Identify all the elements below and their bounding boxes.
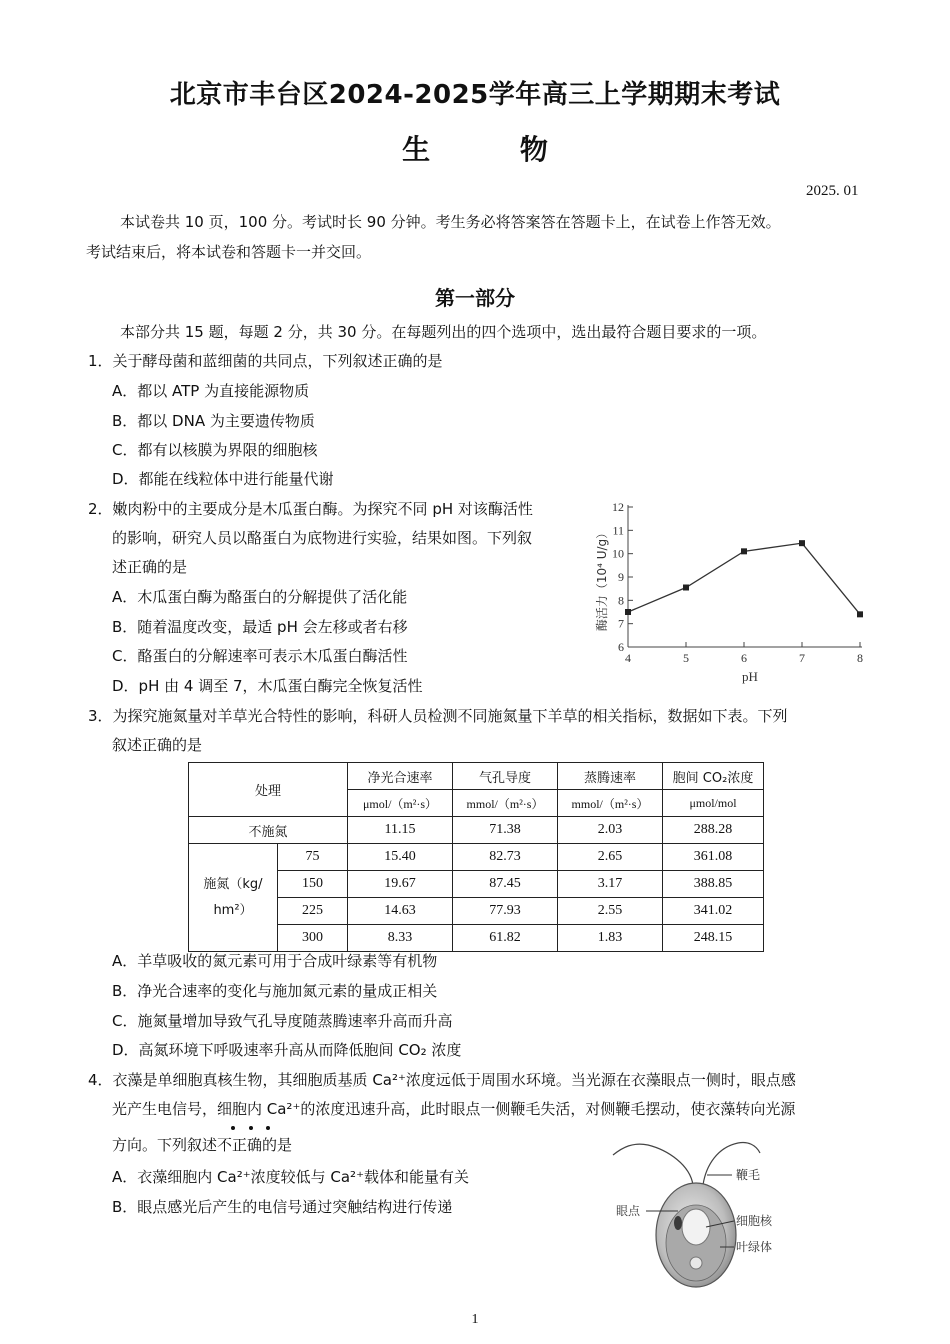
intro-line-1: 本试卷共 10 页，100 分。考试时长 90 分钟。考生务必将答案答在答题卡上，在试卷上作答无效。	[120, 213, 781, 231]
table-cell: 87.45	[453, 871, 558, 898]
q3-stem-line-1: 3．为探究施氮量对羊草光合特性的影响，科研人员检测不同施氮量下羊草的相关指标，数据如下表。下列	[88, 707, 788, 725]
table-row	[189, 817, 764, 844]
data-point	[625, 609, 631, 615]
q4-option-b: B．眼点感光后产生的电信号通过突触结构进行传递	[112, 1198, 453, 1216]
table-cell: 71.38	[453, 817, 558, 844]
q2-option-a: A．木瓜蛋白酶为酪蛋白的分解提供了活化能	[112, 588, 408, 606]
unit-stomatal-conductance: mmol/（m²·s）	[453, 790, 558, 817]
table-cell: 288.28	[663, 817, 764, 844]
data-point	[857, 611, 863, 617]
x-tick-label: 4	[625, 651, 631, 665]
table-cell: 77.93	[453, 898, 558, 925]
y-tick-label: 11	[612, 523, 624, 538]
q4-stem-text: 方向。下列叙述不正确的是	[112, 1136, 293, 1154]
q2-option-b: B．随着温度改变，最适 pH 会左移或者右移	[112, 618, 408, 636]
data-point	[741, 548, 747, 554]
q3-option-b: B．净光合速率的变化与施加氮元素的量成正相关	[112, 982, 438, 1000]
pyrenoid	[690, 1257, 702, 1269]
y-tick-label: 8	[618, 593, 624, 608]
nitrogen-label	[189, 844, 278, 952]
table-cell: 361.08	[663, 844, 764, 871]
header-intercellular-co2: 胞间 CO₂浓度	[663, 763, 764, 790]
q2-stem-line-2: 的影响，研究人员以酪蛋白为底物进行实验，结果如图。下列叙	[112, 529, 533, 547]
table-cell: 19.67	[348, 871, 453, 898]
y-tick-label: 6	[618, 640, 624, 654]
q3-option-c: C．施氮量增加导致气孔导度随蒸腾速率升高而升高	[112, 1012, 453, 1030]
table-cell: 150	[278, 871, 348, 898]
q4-stem-line-3	[112, 1134, 292, 1155]
enzyme-activity-chart	[590, 495, 870, 690]
header-transpiration: 蒸腾速率	[558, 763, 663, 790]
x-tick-label: 7	[799, 651, 805, 665]
exam-date: 2025. 01	[806, 183, 859, 199]
control-label: 不施氮	[189, 817, 348, 844]
q3-stem-line-2: 叙述正确的是	[112, 736, 203, 754]
q1-option-b: B．都以 DNA 为主要遗传物质	[112, 412, 315, 430]
q2-stem-line-1: 2．嫩肉粉中的主要成分是木瓜蛋白酶。为探究不同 pH 对该酶活性	[88, 500, 533, 518]
table-cell: 82.73	[453, 844, 558, 871]
table-cell: 341.02	[663, 898, 764, 925]
q2-option-d: D．pH 由 4 调至 7，木瓜蛋白酶完全恢复活性	[112, 677, 423, 695]
emphasis-dot	[249, 1126, 253, 1130]
y-tick-label: 12	[612, 500, 624, 514]
chlamydomonas-figure	[608, 1135, 808, 1295]
y-axis-title: 酶活力（10⁴ U/g）	[595, 526, 609, 632]
q3-option-a: A．羊草吸收的氮元素可用于合成叶绿素等有机物	[112, 952, 438, 970]
table-cell: 2.65	[558, 844, 663, 871]
q2-stem-line-3: 述正确的是	[112, 558, 188, 576]
section-instruction: 本部分共 15 题，每题 2 分，共 30 分。在每题列出的四个选项中，选出最符合题目要求的一项。	[120, 323, 767, 341]
q1-option-c: C．都有以核膜为界限的细胞核	[112, 441, 318, 459]
x-tick-label: 8	[857, 651, 863, 665]
nucleus-label: 细胞核	[736, 1214, 773, 1228]
eyespot	[674, 1216, 682, 1230]
table-cell: 8.33	[348, 925, 453, 952]
page-number: 1	[471, 1312, 479, 1327]
flagellum-left	[613, 1144, 693, 1185]
table-cell: 2.55	[558, 898, 663, 925]
x-tick-label: 6	[741, 651, 747, 665]
table-cell: 11.15	[348, 817, 453, 844]
header-treatment: 处理	[189, 763, 348, 817]
unit-net-photosynthesis: μmol/（m²·s）	[348, 790, 453, 817]
data-point	[799, 540, 805, 546]
table-cell: 3.17	[558, 871, 663, 898]
nitrogen-label-line-2: hm²）	[213, 902, 253, 918]
q4-option-a: A．衣藻细胞内 Ca²⁺浓度较低与 Ca²⁺载体和能量有关	[112, 1168, 469, 1186]
header-stomatal-conductance: 气孔导度	[453, 763, 558, 790]
header-net-photosynthesis: 净光合速率	[348, 763, 453, 790]
nitrogen-data-table	[188, 762, 764, 952]
data-point	[683, 585, 689, 591]
table-cell: 2.03	[558, 817, 663, 844]
y-tick-label: 10	[612, 546, 624, 561]
section-title: 第一部分	[435, 286, 515, 310]
nitrogen-label-line-1: 施氮（kg/	[203, 876, 263, 892]
table-cell: 300	[278, 925, 348, 952]
exam-title: 北京市丰台区2024-2025学年高三上学期期末考试	[169, 80, 781, 110]
y-tick-label: 7	[618, 616, 624, 631]
table-cell: 225	[278, 898, 348, 925]
q4-stem-line-1: 4．衣藻是单细胞真核生物，其细胞质基质 Ca²⁺浓度远低于周围水环境。当光源在衣藻眼点一侧时，眼点感	[88, 1071, 796, 1089]
unit-transpiration: mmol/（m²·s）	[558, 790, 663, 817]
table-cell: 15.40	[348, 844, 453, 871]
exam-subject: 生 物	[402, 133, 588, 166]
eyespot-label: 眼点	[616, 1204, 641, 1218]
nucleus	[682, 1209, 710, 1245]
table-cell: 75	[278, 844, 348, 871]
emphasis-dot	[231, 1126, 235, 1130]
x-axis-title: pH	[742, 669, 758, 684]
x-tick-label: 5	[683, 651, 689, 665]
flagellum-label: 鞭毛	[736, 1168, 761, 1182]
y-tick-label: 9	[618, 570, 624, 584]
emphasis-dot	[266, 1126, 270, 1130]
table-cell: 61.82	[453, 925, 558, 952]
table-cell: 248.15	[663, 925, 764, 952]
q3-option-d: D．高氮环境下呼吸速率升高从而降低胞间 CO₂ 浓度	[112, 1041, 462, 1059]
unit-intercellular-co2: μmol/mol	[663, 790, 764, 817]
q1-stem: 1．关于酵母菌和蓝细菌的共同点，下列叙述正确的是	[88, 352, 443, 370]
table-cell: 14.63	[348, 898, 453, 925]
q1-option-d: D．都能在线粒体中进行能量代谢	[112, 470, 334, 488]
table-row	[189, 844, 764, 871]
q1-option-a: A．都以 ATP 为直接能源物质	[112, 382, 310, 400]
intro-line-2: 考试结束后，将本试卷和答题卡一并交回。	[86, 243, 372, 261]
table-cell: 1.83	[558, 925, 663, 952]
q2-option-c: C．酪蛋白的分解速率可表示木瓜蛋白酶活性	[112, 647, 408, 665]
table-cell: 388.85	[663, 871, 764, 898]
q4-stem-line-2: 光产生电信号，细胞内 Ca²⁺的浓度迅速升高，此时眼点一侧鞭毛失活，对侧鞭毛摆动，使衣藻转向光源	[112, 1100, 796, 1118]
chloroplast-label: 叶绿体	[736, 1240, 773, 1254]
